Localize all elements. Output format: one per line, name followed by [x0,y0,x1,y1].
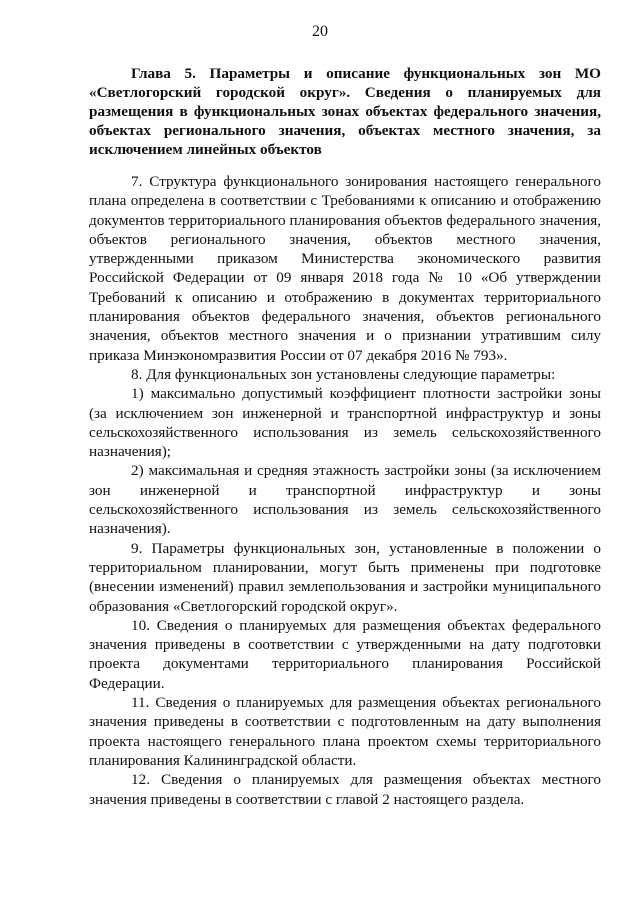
document-body [89,172,601,809]
list-item-1: 1) максимально допустимый коэффициент плотности застройки зоны (за исключением зон инженерной и транспортной инфраструктур и зоны сельскохозяйственного использования из земель сельскохозяйственного назначения); [89,385,601,461]
chapter-heading [89,64,601,159]
page-number: 20 [312,23,328,40]
paragraph-10: 10. Сведения о планируемых для размещения объектах федерального значения приведены в соответствии с утвержденными на дату подготовки проекта документами территориального планирования Российской Федерации. [89,616,601,692]
paragraph-7: 7. Структура функционального зонирования настоящего генерального плана определена в соответствии с Требованиями к описанию и отображению документов территориального планирования объектов федерального значения, объектов регионального значения, объектов местного значения, утвержденными приказом Министерства экономического развития Российской Федерации от 09 января 2018 года № 10 «Об утверждении Требований к описанию и отображению в документах территориального планирования объектов федерального значения, объектов регионального значения, объектов местного значения и о признании утратившим силу приказа Минэкономразвития России от 07 декабря 2016 № 793». [89,173,601,364]
paragraph-8: 8. Для функциональных зон установлены следующие параметры: [131,365,556,383]
chapter-heading-text: Глава 5. Параметры и описание функциональных зон МО «Светлогорский городской округ». Сведения о планируемых для размещения в функциональных зонах объектах федерального значения, объектах регионального значения, объектах местного значения, за исключением линейных объектов [89,65,601,158]
paragraph-12: 12. Сведения о планируемых для размещения объектах местного значения приведены в соответствии с главой 2 настоящего раздела. [89,771,601,808]
paragraph-9: 9. Параметры функциональных зон, установленные в положении о территориальном планировании, могут быть применены при подготовке (внесении изменений) правил землепользования и застройки муниципального образования «Светлогорский городской округ». [89,539,601,615]
list-item-2: 2) максимальная и средняя этажность застройки зоны (за исключением зон инженерной и транспортной инфраструктур и зоны сельскохозяйственного использования из земель сельскохозяйственного назначения). [89,462,601,538]
paragraph-11: 11. Сведения о планируемых для размещения объектах регионального значения приведены в соответствии с подготовленным на дату выполнения проекта настоящего генерального плана проектом схемы территориального планирования Калининградской области. [89,694,601,769]
